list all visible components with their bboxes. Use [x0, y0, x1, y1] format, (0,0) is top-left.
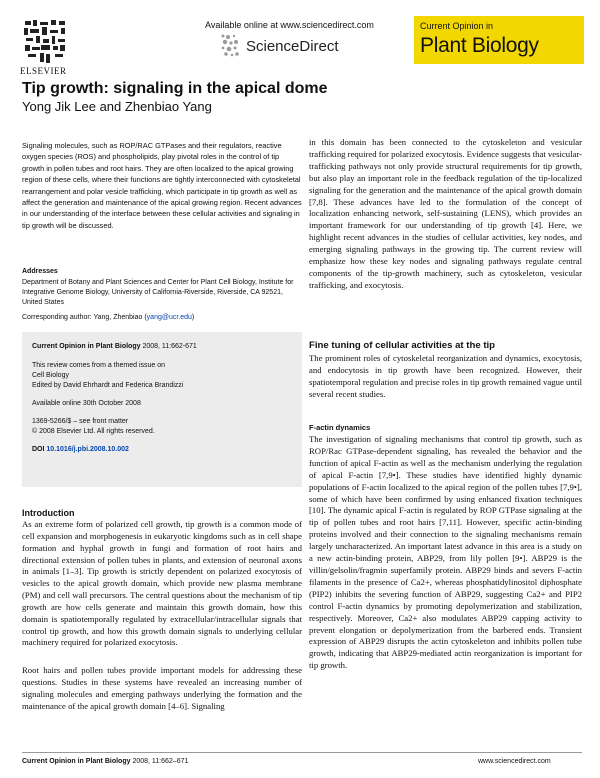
article-title: Tip growth: signaling in the apical dome — [22, 80, 328, 97]
footer-divider — [22, 752, 582, 753]
right-paragraph-1: in this domain has been connected to the cytoskeleton and vesicular trafficking required for polarized exocytosis. Evidence suggests that vesicular-trafficking pathways not only provide structural requirements for tip growth, but also play an important role in the feedback regulation of the tip-localized signaling for the generation and the maintenance of the apical growth domain [7,8]. These advances have led to the formulation of the concept of localization enhancing network, self-sustaining (LENS), which provides an important framework for our understanding of tip growth [4]. Here, we highlight recent advances in the studies of cellular activities, key nodes, and emerging signaling pathways in the growing tip. The current review will emphasize how these key nodes and signaling pathways regulate central components of the tip-growth machinery, such as cytoskeleton, vesicular trafficking, and exocytosis. — [309, 137, 582, 290]
footer-journal: Current Opinion in Plant Biology — [22, 758, 131, 765]
elsevier-tree-logo — [22, 18, 68, 64]
info-theme-3: Edited by David Ehrhardt and Federica Brandizzi — [32, 382, 184, 389]
factin-paragraph: The investigation of signaling mechanisms that control tip growth, such as ROP/Rac GTPase-dependent signaling, has revealed the behavior and the function of apical F-actin as well as the mechanism underlying the regulation of apical F-actin [7,9•]. These studies have identified highly dynamic populations of F-actin localized to the apical region of the pollen tubes [7,9•], some of which have been confirmed by using enhanced fixation techniques [10]. The dynamic apical F-actin is regulated by ROP GTPase signaling at the tip of pollen tubes and root hairs [7,11]. However, specific actin-binding proteins involved and their connection to the signaling mechanisms remain largely uncharacterized. An important latest advance in this area is a study on a new actin-binding protein, ABP29, from lily pollen [9•]. ABP29 is the villin/gelsolin/fragmin superfamily protein. ABP29 binds and severs F-actin filaments in the presence of Ca2+, whereas phosphatidylinositol diphosphate (PIP2) inhibits the severing function of ABP29, suggesting Ca2+ and PIP2 control F-actin dynamics by promoting depolymerization and stabilization, respectively. Moreover, Ca2+ also modulates ABP29 capping activity to prevent elongation or depolymerization from the barbered ends. Transient expression of ABP29 disrupts the actin cytoskeleton and inhibits pollen tube growth, indicating that ABP29-mediated actin reorganization is important for tip growth. — [309, 434, 582, 671]
info-theme-2: Cell Biology — [32, 372, 69, 379]
corresponding-author — [22, 314, 302, 321]
introduction-paragraph-1: As an extreme form of polarized cell growth, tip growth is a common mode of cell expansion and morphogenesis in eukaryotic kingdoms such as in cell shape formation and hyphal growth in fungi and formation of root hairs and directional extension of pollen tubes in plants, and extension of neuronal axons in animals [1–3]. Tip growth is strictly dependent on polarized exocytosis of vesicles to the apical growth domain, which provide new plasma membrane (PM) and cell wall precursors. The central questions about the mechanism of tip growth are how cells generate and maintain this growth domain, how this domain is spatiotemporally regulated by extracellular/intracellular signals that control tip growth, and how this growth domain signals to underlying cellular machinery required for polarized exocytosis. — [22, 519, 302, 648]
footer-citation-text: 2008, 11:662–671 — [132, 758, 189, 765]
sciencedirect-wordmark: ScienceDirect — [246, 38, 339, 55]
info-theme-1: This review comes from a themed issue on — [32, 362, 166, 369]
introduction-heading: Introduction — [22, 508, 75, 518]
info-citation: 2008, 11:662-671 — [142, 343, 197, 350]
sciencedirect-icon — [220, 33, 240, 59]
journal-banner — [414, 16, 584, 64]
corresponding-suffix: ) — [191, 314, 195, 321]
article-info-box — [22, 332, 302, 487]
article-authors: Yong Jik Lee and Zhenbiao Yang — [22, 99, 212, 114]
addresses-text: Department of Botany and Plant Sciences and Center for Plant Cell Biology, Institute for Integrative Genome Biology, University of California-Riverside, Riverside, CA 92521, United States — [22, 279, 294, 306]
email-link[interactable]: yang@ucr.edu — [146, 314, 192, 321]
corresponding-prefix: Corresponding author: Yang, Zhenbiao ( — [22, 314, 147, 321]
footer-site: www.sciencedirect.com — [478, 758, 551, 765]
info-citation-line — [32, 343, 197, 350]
addresses-heading: Addresses — [22, 268, 58, 275]
info-journal: Current Opinion in Plant Biology — [32, 343, 141, 350]
footer-citation — [22, 758, 188, 765]
info-copyright: © 2008 Elsevier Ltd. All rights reserved. — [32, 428, 155, 435]
abstract: Signaling molecules, such as ROP/RAC GTPases and their regulators, reactive oxygen species (ROS) and phospholipids, play pivotal roles in the control of tip growth in pollen tubes and root hairs. They are often localized to the apical growing region of these cells, where their functions are tightly interconnected with cytoskeletal rearrangement and polar vesicle trafficking, which participate in tip growth as well as affect the generation and maintenance of the apical growing region. Recent advances in our understanding of the interface between these cellular activities and signaling in tip growth will be discussed. — [22, 141, 302, 230]
fine-tuning-paragraph: The prominent roles of cytoskeletal reorganization and dynamics, exocytosis, and endocytosis in tip growth have been recognized. However, their spatiotemporal regulation and precise roles in tip growth remained vague until several recent studies. — [309, 353, 582, 399]
introduction-paragraph-2: Root hairs and pollen tubes provide important models for addressing these questions. Studies in these systems have revealed an increasing number of signaling molecules and emerging pathways underlying the formation and the maintenance of the apical growth domain [4–6]. Signaling — [22, 665, 302, 711]
fine-tuning-heading: Fine tuning of cellular activities at the tip — [309, 340, 496, 351]
available-online-text: Available online at www.sciencedirect.com — [205, 20, 374, 30]
info-doi-line — [32, 446, 129, 453]
doi-link[interactable]: 10.1016/j.pbi.2008.10.002 — [46, 446, 129, 453]
publisher-name: ELSEVIER — [20, 66, 67, 76]
journal-banner-small: Current Opinion in — [420, 21, 494, 31]
info-issn: 1369-5266/$ – see front matter — [32, 418, 129, 425]
info-available: Available online 30th October 2008 — [32, 400, 141, 407]
journal-banner-title: Plant Biology — [420, 34, 539, 57]
factin-heading: F-actin dynamics — [309, 423, 371, 432]
doi-label: DOI — [32, 446, 45, 453]
